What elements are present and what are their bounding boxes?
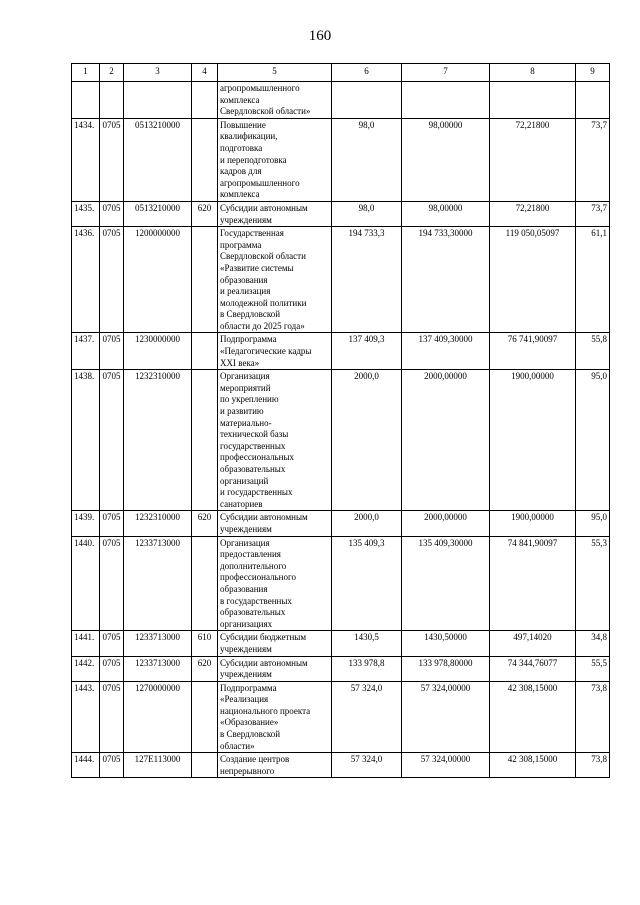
percent-cell: 73,8 — [576, 753, 610, 778]
section-code-cell: 0705 — [100, 631, 124, 656]
section-code-cell — [100, 82, 124, 119]
value-col8-cell: 42 308,15000 — [490, 681, 576, 753]
budget-table — [71, 63, 610, 778]
value-col7-cell: 194 733,30000 — [402, 227, 490, 333]
table-row — [72, 631, 610, 656]
section-code-cell: 0705 — [100, 511, 124, 536]
section-code-cell: 0705 — [100, 333, 124, 370]
name-cell: агропромышленного комплекса Свердловской области» — [218, 82, 332, 119]
expense-type-cell — [192, 227, 218, 333]
section-code-cell: 0705 — [100, 681, 124, 753]
value-col6-cell: 98,0 — [332, 118, 402, 201]
row-number-cell: 1442. — [72, 656, 100, 681]
value-col7-cell: 135 409,30000 — [402, 536, 490, 631]
target-code-cell: 1232310000 — [124, 370, 192, 511]
column-header: 5 — [218, 64, 332, 82]
percent-cell: 73,7 — [576, 201, 610, 226]
expense-type-cell: 620 — [192, 656, 218, 681]
column-header: 6 — [332, 64, 402, 82]
percent-cell — [576, 82, 610, 119]
expense-type-cell — [192, 118, 218, 201]
target-code-cell: 0513210000 — [124, 118, 192, 201]
table-row — [72, 536, 610, 631]
row-number-cell: 1443. — [72, 681, 100, 753]
target-code-cell: 1233713000 — [124, 536, 192, 631]
column-header: 8 — [490, 64, 576, 82]
value-col8-cell: 72,21800 — [490, 201, 576, 226]
percent-cell: 95,0 — [576, 370, 610, 511]
value-col6-cell — [332, 82, 402, 119]
section-code-cell: 0705 — [100, 753, 124, 778]
name-cell: Создание центров непрерывного — [218, 753, 332, 778]
value-col6-cell: 137 409,3 — [332, 333, 402, 370]
value-col7-cell: 98,00000 — [402, 118, 490, 201]
value-col6-cell: 57 324,0 — [332, 753, 402, 778]
percent-cell: 73,8 — [576, 681, 610, 753]
table-row — [72, 82, 610, 119]
name-cell: Подпрограмма «Педагогические кадры XXI века» — [218, 333, 332, 370]
column-header: 2 — [100, 64, 124, 82]
target-code-cell: 1200000000 — [124, 227, 192, 333]
section-code-cell: 0705 — [100, 227, 124, 333]
value-col7-cell: 1430,50000 — [402, 631, 490, 656]
percent-cell: 34,8 — [576, 631, 610, 656]
row-number-cell: 1438. — [72, 370, 100, 511]
value-col7-cell: 57 324,00000 — [402, 681, 490, 753]
expense-type-cell: 610 — [192, 631, 218, 656]
value-col7-cell: 2000,00000 — [402, 511, 490, 536]
column-header: 1 — [72, 64, 100, 82]
value-col7-cell: 98,00000 — [402, 201, 490, 226]
page-number: 160 — [308, 28, 332, 44]
value-col6-cell: 98,0 — [332, 201, 402, 226]
value-col8-cell: 1900,00000 — [490, 511, 576, 536]
value-col8-cell: 74 344,76077 — [490, 656, 576, 681]
target-code-cell: 1270000000 — [124, 681, 192, 753]
value-col8-cell: 1900,00000 — [490, 370, 576, 511]
expense-type-cell — [192, 681, 218, 753]
value-col6-cell: 133 978,8 — [332, 656, 402, 681]
name-cell: Субсидии автономным учреждениям — [218, 656, 332, 681]
row-number-cell: 1439. — [72, 511, 100, 536]
target-code-cell: 0513210000 — [124, 201, 192, 226]
percent-cell: 55,8 — [576, 333, 610, 370]
percent-cell: 95,0 — [576, 511, 610, 536]
row-number-cell: 1434. — [72, 118, 100, 201]
value-col8-cell: 72,21800 — [490, 118, 576, 201]
table-row — [72, 201, 610, 226]
target-code-cell: 1233713000 — [124, 631, 192, 656]
value-col6-cell: 2000,0 — [332, 511, 402, 536]
column-header: 9 — [576, 64, 610, 82]
target-code-cell — [124, 82, 192, 119]
value-col8-cell: 119 050,05097 — [490, 227, 576, 333]
value-col7-cell: 2000,00000 — [402, 370, 490, 511]
table-row — [72, 227, 610, 333]
target-code-cell: 127E113000 — [124, 753, 192, 778]
name-cell: Подпрограмма «Реализация национального проекта «Образование» в Свердловской области» — [218, 681, 332, 753]
value-col6-cell: 2000,0 — [332, 370, 402, 511]
row-number-cell — [72, 82, 100, 119]
section-code-cell: 0705 — [100, 656, 124, 681]
expense-type-cell — [192, 370, 218, 511]
table-row — [72, 656, 610, 681]
value-col7-cell: 137 409,30000 — [402, 333, 490, 370]
value-col8-cell — [490, 82, 576, 119]
target-code-cell: 1233713000 — [124, 656, 192, 681]
row-number-cell: 1441. — [72, 631, 100, 656]
section-code-cell: 0705 — [100, 370, 124, 511]
row-number-cell: 1437. — [72, 333, 100, 370]
expense-type-cell — [192, 82, 218, 119]
value-col8-cell: 42 308,15000 — [490, 753, 576, 778]
table-row — [72, 681, 610, 753]
value-col6-cell: 135 409,3 — [332, 536, 402, 631]
column-header: 7 — [402, 64, 490, 82]
table-row — [72, 753, 610, 778]
value-col7-cell: 57 324,00000 — [402, 753, 490, 778]
table-row — [72, 511, 610, 536]
name-cell: Субсидии автономным учреждениям — [218, 201, 332, 226]
name-cell: Государственная программа Свердловской области «Развитие системы образования и реализация молодежной политики в Свердловской области до 2025 года» — [218, 227, 332, 333]
target-code-cell: 1230000000 — [124, 333, 192, 370]
column-header: 4 — [192, 64, 218, 82]
table-row — [72, 370, 610, 511]
section-code-cell: 0705 — [100, 201, 124, 226]
table-row — [72, 333, 610, 370]
value-col6-cell: 57 324,0 — [332, 681, 402, 753]
row-number-cell: 1444. — [72, 753, 100, 778]
row-number-cell: 1436. — [72, 227, 100, 333]
name-cell: Организация предоставления дополнительного профессионального образования в государственных образовательных организациях — [218, 536, 332, 631]
row-number-cell: 1435. — [72, 201, 100, 226]
header-row — [72, 64, 610, 82]
percent-cell: 61,1 — [576, 227, 610, 333]
table-row — [72, 118, 610, 201]
name-cell: Субсидии автономным учреждениям — [218, 511, 332, 536]
expense-type-cell: 620 — [192, 511, 218, 536]
name-cell: Субсидии бюджетным учреждениям — [218, 631, 332, 656]
value-col8-cell: 76 741,90097 — [490, 333, 576, 370]
section-code-cell: 0705 — [100, 536, 124, 631]
expense-type-cell — [192, 333, 218, 370]
row-number-cell: 1440. — [72, 536, 100, 631]
expense-type-cell — [192, 753, 218, 778]
percent-cell: 73,7 — [576, 118, 610, 201]
percent-cell: 55,3 — [576, 536, 610, 631]
target-code-cell: 1232310000 — [124, 511, 192, 536]
expense-type-cell: 620 — [192, 201, 218, 226]
expense-type-cell — [192, 536, 218, 631]
value-col6-cell: 1430,5 — [332, 631, 402, 656]
value-col8-cell: 497,14020 — [490, 631, 576, 656]
column-header: 3 — [124, 64, 192, 82]
name-cell: Повышение квалификации, подготовка и переподготовка кадров для агропромышленного комплекса — [218, 118, 332, 201]
section-code-cell: 0705 — [100, 118, 124, 201]
percent-cell: 55,5 — [576, 656, 610, 681]
name-cell: Организация мероприятий по укреплению и развитию материально- технической базы государственных профессиональных образовательных организаций и государственных санаториев — [218, 370, 332, 511]
value-col6-cell: 194 733,3 — [332, 227, 402, 333]
value-col7-cell — [402, 82, 490, 119]
value-col7-cell: 133 978,80000 — [402, 656, 490, 681]
value-col8-cell: 74 841,90097 — [490, 536, 576, 631]
